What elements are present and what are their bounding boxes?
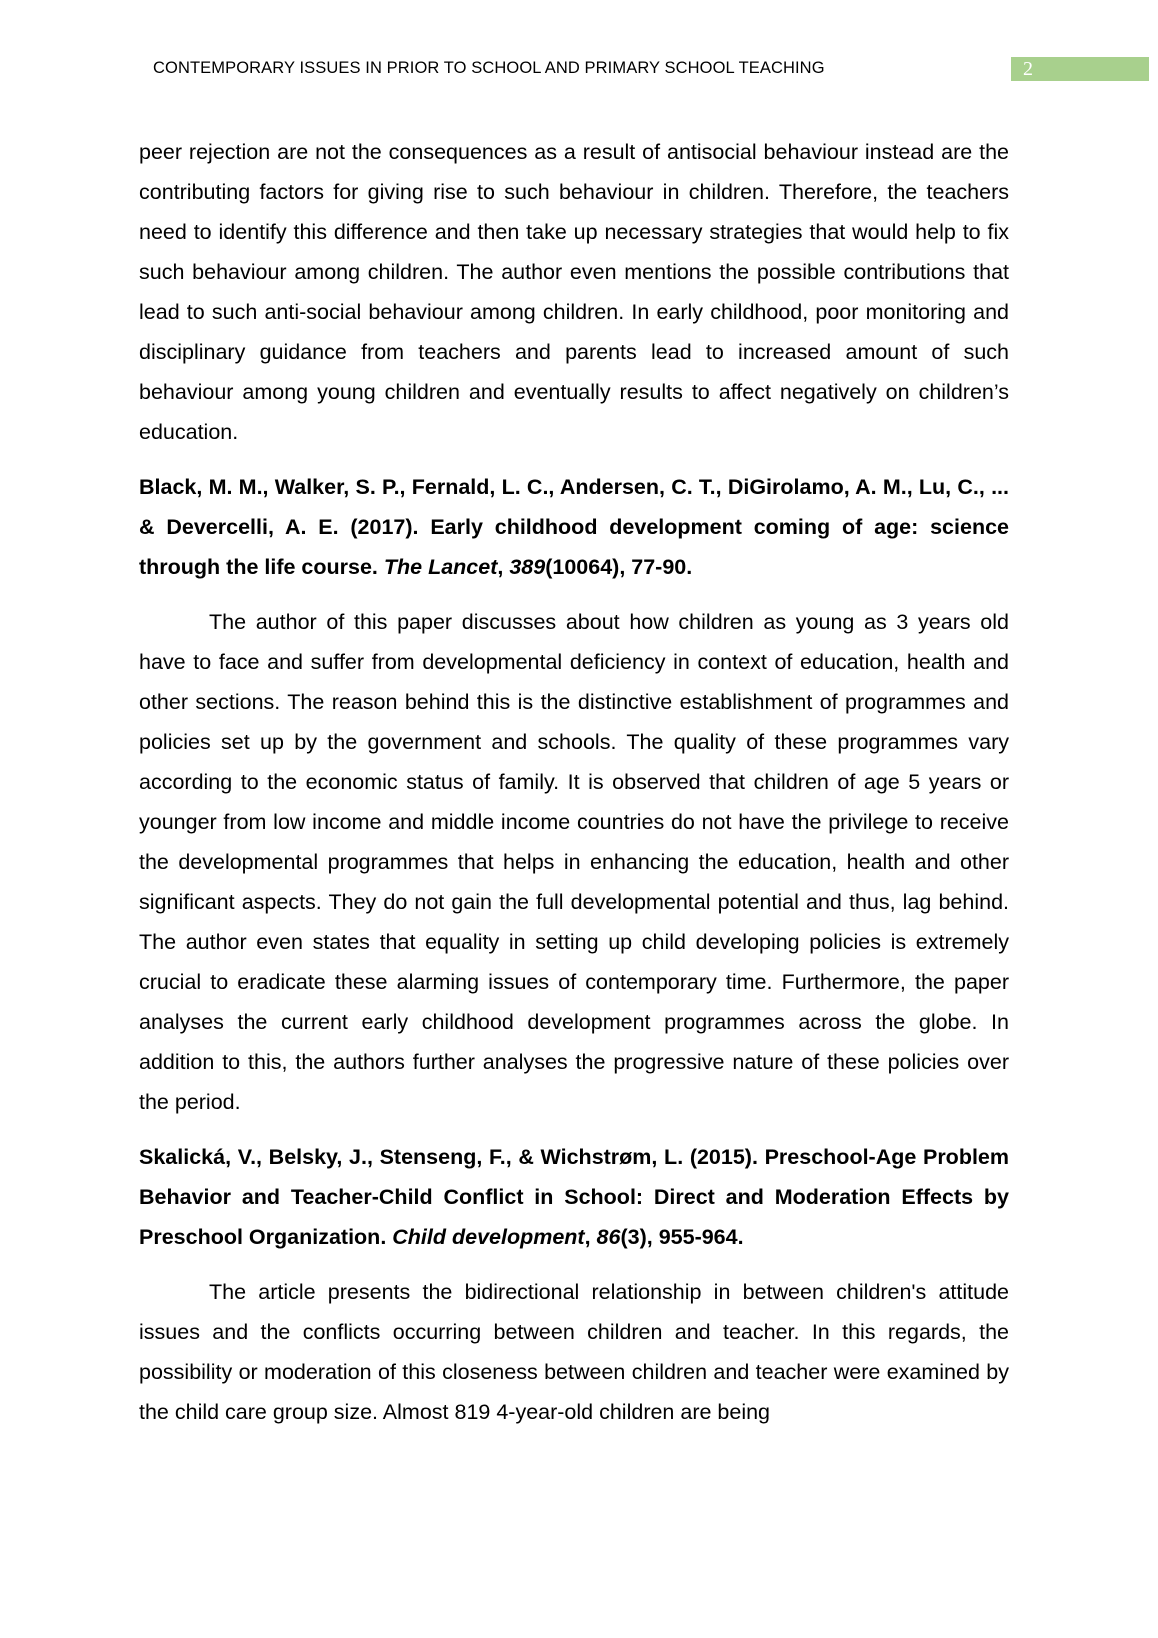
reference-separator: , xyxy=(497,555,510,579)
reference-authors-title: Skalická, V., Belsky, J., Stenseng, F., & Wichstrøm, L. (2015). Preschool‐Age Problem Behavior and Teacher‐Child Conflict in School: Direct and Moderation Effects by Preschool Organization. xyxy=(139,1145,1009,1249)
paragraph-3: The article presents the bidirectional relationship in between children's attitude issues and the conflicts occurring between children and teacher. In this regards, the possibility or moderation of this closeness between children and teacher were examined by the child care group size. Almost 819 4-year-old children are being xyxy=(139,1280,1009,1424)
reference-journal: Child development xyxy=(392,1225,585,1249)
reference-skalicka-2015 xyxy=(139,1137,1009,1257)
reference-authors-title: Black, M. M., Walker, S. P., Fernald, L. C., Andersen, C. T., DiGirolamo, A. M., Lu, C., ... & Devercelli, A. E. (2017). Early childhood development coming of age: science through the life course. xyxy=(139,475,1009,579)
paragraph-2: The author of this paper discusses about how children as young as 3 years old have to face and suffer from developmental deficiency in context of education, health and other sections. The reason behind this is the distinctive establishment of programmes and policies set up by the government and schools. The quality of these programmes vary according to the economic status of family. It is observed that children of age 5 years or younger from low income and middle income countries do not have the privilege to receive the developmental programmes that helps in enhancing the education, health and other significant aspects. They do not gain the full developmental potential and thus, lag behind. The author even states that equality in setting up child developing policies is extremely crucial to eradicate these alarming issues of contemporary time. Furthermore, the paper analyses the current early childhood development programmes across the globe. In addition to this, the authors further analyses the progressive nature of these policies over the period. xyxy=(139,610,1009,1114)
reference-issue-pages: (3), 955-964. xyxy=(620,1225,744,1249)
reference-journal: The Lancet xyxy=(383,555,498,579)
paragraph-1: peer rejection are not the consequences as a result of antisocial behaviour instead are the contributing factors for giving rise to such behaviour in children. Therefore, the teachers need to identify this difference and then take up necessary strategies that would help to fix such behaviour among children. The author even mentions the possible contributions that lead to such anti-social behaviour among children. In early childhood, poor monitoring and disciplinary guidance from teachers and parents lead to increased amount of such behaviour among young children and eventually results to affect negatively on children’s education. xyxy=(139,140,1009,444)
page-number: 2 xyxy=(1011,57,1149,81)
running-header: CONTEMPORARY ISSUES IN PRIOR TO SCHOOL AND PRIMARY SCHOOL TEACHING xyxy=(153,59,825,77)
reference-volume: 389 xyxy=(509,555,546,579)
reference-issue-pages: (10064), 77-90. xyxy=(545,555,693,579)
document-body xyxy=(139,132,1009,1432)
reference-black-2017 xyxy=(139,467,1009,587)
reference-separator: , xyxy=(584,1225,597,1249)
reference-volume: 86 xyxy=(596,1225,621,1249)
